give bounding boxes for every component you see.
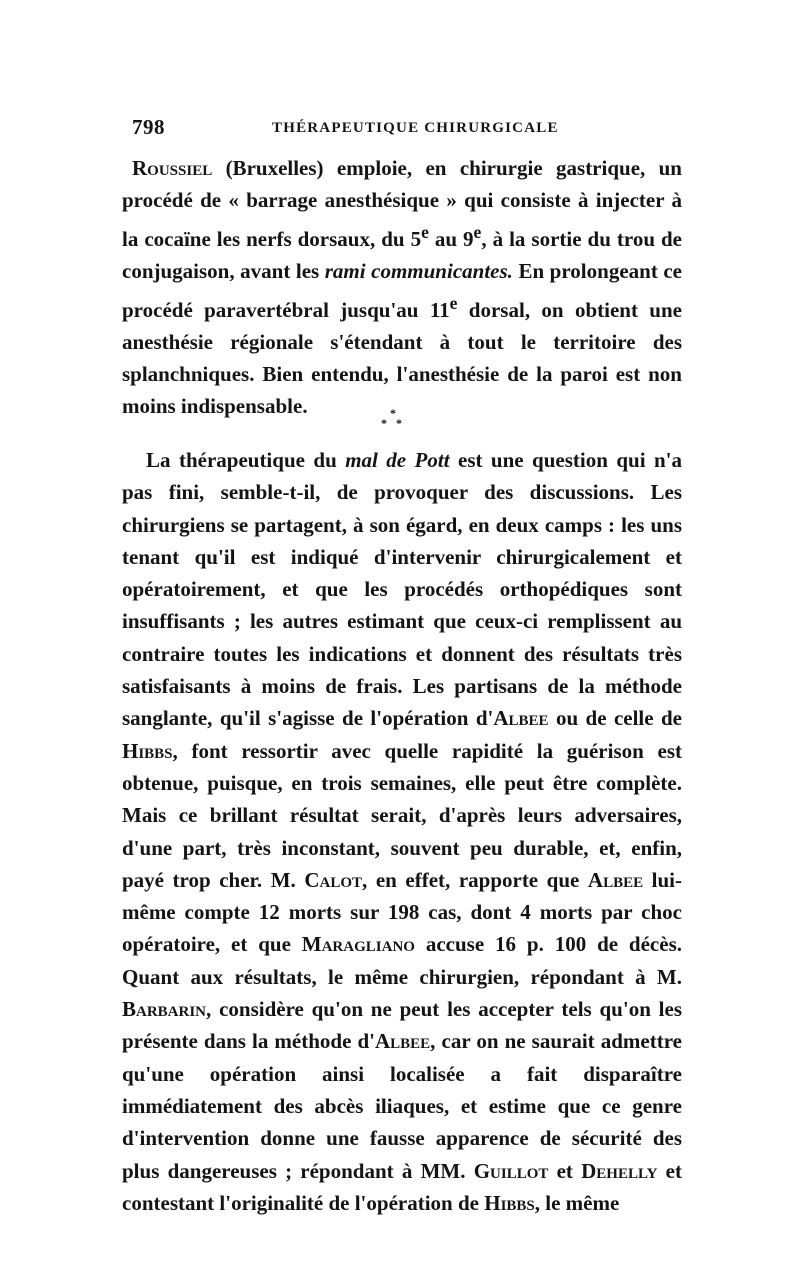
asterism-bottom: * * [381, 416, 405, 430]
text-run: , le même [534, 1190, 620, 1215]
paragraph-2-text [122, 444, 682, 1219]
text-run: et [548, 1158, 582, 1183]
author-name: Barbarin [122, 997, 207, 1022]
page-number: 798 [132, 115, 165, 139]
italic-term: mal de Pott [345, 448, 450, 472]
running-head: THÉRAPEUTIQUE CHIRURGICALE [272, 120, 559, 136]
superscript: e [473, 222, 482, 242]
section-separator-asterism [373, 408, 413, 434]
text-run: au 9 [428, 227, 474, 251]
text-run: , car on ne saurait admettre qu'une opération ainsi localisée a fait disparaître immédiatement des abcès iliaques, et estime que ce genre d'intervention donne une fausse apparence de sécurité des plus dangereuses ; répondant à MM. [122, 1029, 682, 1183]
text-run: (Bruxelles) emploie, en chirurgie gastrique, un procédé de « barrage anesthésique » qui consiste à injecter à la cocaïne les nerfs dorsaux, du 5 [122, 156, 682, 251]
text-run: ou de celle de [548, 706, 682, 731]
italic-term: rami communicantes. [324, 259, 513, 283]
author-name: Maragliano [301, 932, 415, 957]
author-name: Albee [587, 867, 644, 892]
text-run: La thérapeutique du [146, 448, 346, 472]
text-run: En prolongeant ce procédé paravertébral jusqu'au 11 [122, 259, 682, 322]
text-run: est une question qui n'a pas fini, semble-t-il, de provoquer des discussions. Les chirurgiens se partagent, à son égard, en deux camps : les uns tenant qu'il est indiqué d'intervenir chirurgicalement et opératoirement, et que les procédés orthopédiques sont insuffisants ; les autres estimant que ceux-ci remplissent au contraire toutes les indications et donnent des résultats très satisfaisants à moins de frais. Les partisans de la méthode sanglante, qu'il s'agisse de l'opération d' [122, 448, 682, 731]
paragraph-1-text [122, 152, 682, 422]
author-name: Hibbs [484, 1190, 535, 1215]
author-name: Dehelly [581, 1158, 658, 1183]
text-run: , font ressortir avec quelle rapidité la guérison est obtenue, puisque, en trois semaines, elle peut être complète. Mais ce brillant résultat serait, d'après leurs adversaires, d'une part, très inconstant, souvent peu durable, et, enfin, payé trop cher. M. [122, 738, 682, 892]
text-run: accuse 16 p. 100 de décès. Quant aux résultats, le même chirurgien, répondant à M. [122, 932, 682, 989]
paragraph-mal-de-pott [122, 444, 682, 1219]
author-name: Calot [304, 867, 363, 892]
superscript: e [449, 293, 458, 313]
author-name: Guillot [473, 1158, 549, 1183]
text-run: , considère qu'on ne peut les accepter tels qu'on les présente dans la méthode d' [122, 997, 682, 1054]
author-name: Albee [374, 1029, 431, 1054]
page-header [122, 111, 684, 143]
author-name: Albee [493, 706, 549, 731]
text-run: , à la sortie du trou de conjugaison, avant les [122, 227, 683, 283]
asterism-top: * [390, 406, 396, 420]
superscript: e [421, 222, 429, 242]
author-name: Roussiel [132, 156, 213, 180]
text-run: dorsal, on obtient une anesthésie régionale s'étendant à tout le territoire des splanchniques. Bien entendu, l'anesthésie de la paroi est non moins indispensable. [122, 298, 682, 418]
paragraph-roussiel [122, 152, 682, 422]
author-name: Hibbs [122, 738, 173, 763]
text-run: , en effet, rapporte que [362, 867, 588, 892]
text-run: et contestant l'originalité de l'opération de [122, 1158, 682, 1215]
text-run: lui-même compte 12 morts sur 198 cas, dont 4 morts par choc opératoire, et que [122, 867, 683, 957]
